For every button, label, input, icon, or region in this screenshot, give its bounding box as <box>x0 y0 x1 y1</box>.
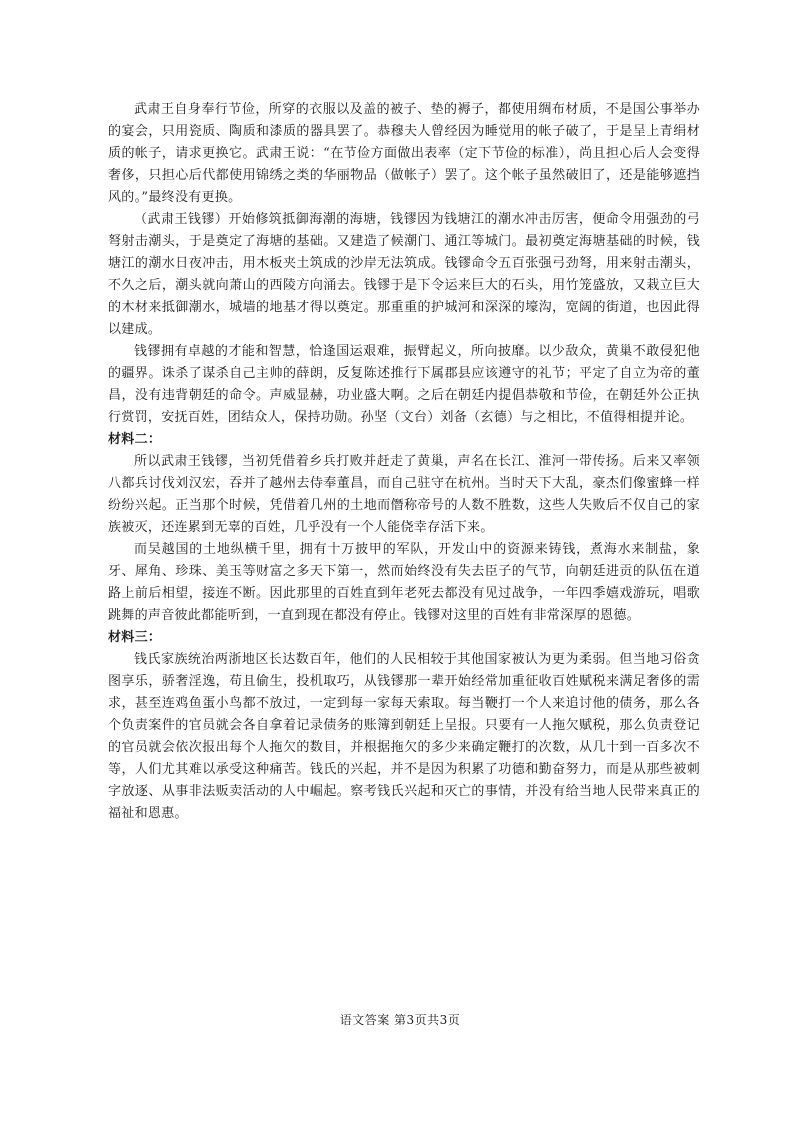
material2-paragraph-1: 所以武肃王钱镠，当初凭借着乡兵打败并赶走了黄巢，声名在长江、淮河一带传扬。后来又率领八都兵讨伐刘汉宏，吞并了越州去侍奉董昌，而自己驻守在杭州。当时天下大乱，豪杰们像蜜蜂一样纷纷兴起。正当那个时候，凭借着几州的土地而僭称帝号的人数不胜数，这些人失败后不仅自己的家族被灭，还连累到无辜的百姓，几乎没有一个人能侥幸存活下来。 <box>108 454 700 535</box>
material3-paragraph-1: 钱氏家族统治两浙地区长达数百年，他们的人民相较于其他国家被认为更为柔弱。但当地习俗贪图享乐，骄奢淫逸，苟且偷生，投机取巧，从钱镠那一辈开始经常加重征收百姓赋税来满足奢侈的需求，甚至连鸡鱼蛋小鸟都不放过，一定到每一家每天索取。每当鞭打一个人来追讨他的债务，那么各个负责案件的官员就会各自拿着记录债务的账簿到朝廷上呈报。只要有一人拖欠赋税，那么负责登记的官员就会依次报出每个人拖欠的数目，并根据拖欠的多少来确定鞭打的次数，从几十到一百多次不等，人们尤其难以承受这种痛苦。钱氏的兴起，并不是因为积累了功德和勤奋努力，而是从那些被刺字放逐、从事非法贩卖活动的人中崛起。察考钱氏兴起和灭亡的事情，并没有给当地人民带来真正的福祉和恩惠。 <box>108 652 700 821</box>
material2-heading: 材料二： <box>108 432 162 447</box>
material1-paragraph-3: 钱镠拥有卓越的才能和智慧，恰逢国运艰难，振臂起义，所向披靡。以少敌众，黄巢不敢侵犯他的疆界。诛杀了谋杀自己主帅的薛朗，反复陈述推行下属郡县应该遵守的礼节；平定了自立为帝的董昌，没有违背朝廷的命令。声威显赫，功业盛大啊。之后在朝廷内提倡恭敬和节俭，在朝廷外公正执行赏罚，安抚百姓，团结众人，保持功勋。孙坚（文台）刘备（玄德）与之相比，不值得相提并论。 <box>108 344 700 425</box>
page-footer: 语文答案 第3页共3页 <box>339 1013 461 1027</box>
material3-heading: 材料三： <box>108 630 162 645</box>
material1-paragraph-2: （武肃王钱镠）开始修筑抵御海潮的海塘，钱镠因为钱塘江的潮水冲击厉害，便命令用强劲的弓弩射击潮头，于是奠定了海塘的基础。又建造了候潮门、通江等城门。最初奠定海塘基础的时候，钱塘江的潮水日夜冲击，用木板夹土筑成的沙岸无法筑成。钱镠命令五百张强弓劲弩，用来射击潮头，不久之后，潮头就向萧山的西陵方向涌去。钱镠于是下令运来巨大的石头，用竹笼盛放，又栽立巨大的木材来抵御潮水，城墙的地基才得以奠定。那重重的护城河和深深的壕沟，宽阔的街道，也因此得以建成。 <box>108 212 700 337</box>
document-body <box>108 99 700 825</box>
material2-paragraph-2: 而吴越国的土地纵横千里，拥有十万披甲的军队，开发山中的资源来铸钱，煮海水来制盐，象牙、犀角、珍珠、美玉等财富之多天下第一，然而始终没有失去臣子的气节，向朝廷进贡的队伍在道路上前后相望，接连不断。因此那里的百姓直到年老死去都没有见过战争，一年四季嬉戏游玩，唱歌跳舞的声音彼此都能听到，一直到现在都没有停止。钱镠对这里的百姓有非常深厚的恩德。 <box>108 542 700 623</box>
material1-paragraph-1: 武肃王自身奉行节俭，所穿的衣服以及盖的被子、垫的褥子，都使用绸布材质，不是国公事举办的宴会，只用瓷质、陶质和漆质的器具罢了。恭穆夫人曾经因为睡觉用的帐子破了，于是呈上青绢材质的帐子，请求更换它。武肃王说：“在节俭方面做出表率（定下节俭的标准），尚且担心后人会变得奢侈，只担心后代都使用锦绣之类的华丽物品（做帐子）罢了。这个帐子虽然破旧了，还是能够遮挡风的。”最终没有更换。 <box>108 102 700 205</box>
